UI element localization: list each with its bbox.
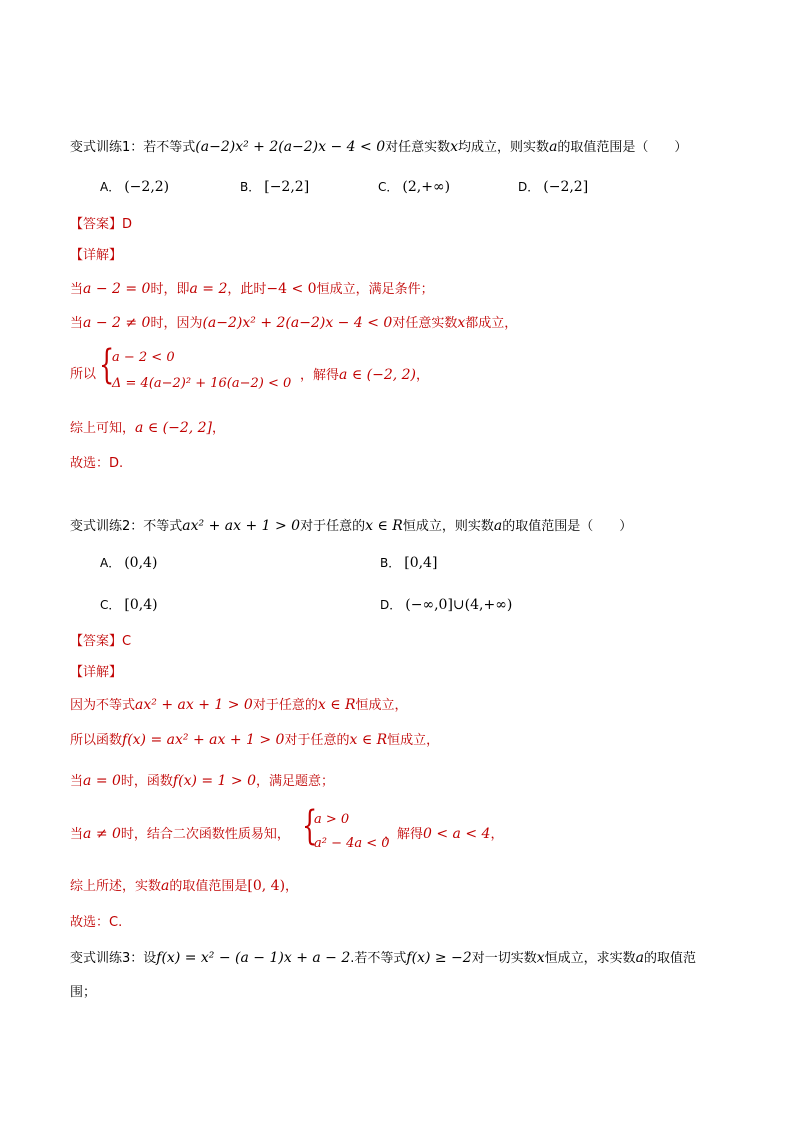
q1-var-a: a: [549, 139, 558, 155]
q2-system-row-1: a > 0: [314, 812, 350, 827]
q3-var-a: a: [635, 950, 644, 966]
option-label: A．: [100, 556, 121, 570]
q2-suffix: 的取值范围是（ ）: [502, 519, 633, 534]
q3-mid3: 恒成立，求实数: [544, 951, 636, 966]
q2-option-d[interactable]: [380, 596, 512, 613]
math: a ≠ 0: [83, 826, 121, 842]
q1-option-a[interactable]: [100, 178, 169, 195]
q2-solution-line-6: 故选：C.: [70, 915, 123, 930]
option-value: [0,4): [124, 597, 158, 613]
q1-mid2: 均成立，则实数: [458, 140, 550, 155]
option-label: C．: [378, 180, 399, 194]
text: 时，函数: [120, 774, 173, 789]
q3-prefix: 变式训练3：设: [70, 951, 157, 966]
q2-option-b[interactable]: [380, 554, 437, 571]
q1-prefix: 变式训练1：若不等式: [70, 140, 196, 155]
text: ，: [212, 421, 226, 436]
left-brace-icon: {: [302, 803, 318, 849]
q2-solution-line-2: [70, 730, 439, 751]
q2-mid2: 恒成立，则实数: [402, 519, 494, 534]
option-value: (2,+∞): [402, 179, 451, 195]
q1-var-x: x: [450, 139, 459, 155]
text: 当: [70, 774, 84, 789]
text: ，满足题意；: [256, 774, 335, 789]
q2-solution-line-3: [70, 771, 334, 792]
math: −4 < 0: [266, 281, 317, 297]
q2-var-a: a: [493, 518, 503, 534]
q2-solution-line-1: [70, 695, 408, 716]
answer-tag: 【答案】: [70, 217, 123, 232]
text: 时，因为: [150, 316, 203, 331]
q2-option-a[interactable]: [100, 554, 157, 571]
q1-option-b[interactable]: [240, 178, 309, 195]
q2-solution-line-5: [70, 876, 298, 897]
math: (a−2)x² + 2(a−2)x − 4 < 0: [202, 315, 393, 331]
option-value: [−2,2]: [264, 179, 310, 195]
text: 的取值范围是: [169, 879, 248, 894]
q1-mid: 对任意实数: [385, 140, 451, 155]
q2-detail-tag: 【详解】: [70, 665, 123, 680]
text: 当: [70, 827, 84, 842]
math: x: [457, 315, 466, 331]
text: ，: [490, 827, 504, 842]
text: ，: [416, 368, 430, 383]
q2-prefix: 变式训练2：不等式: [70, 519, 183, 534]
text: 当: [70, 282, 84, 297]
text: ，此时: [227, 282, 267, 297]
q1-solution-line-2: [70, 313, 517, 334]
math: [0, 4): [247, 878, 286, 894]
math: a ∈ (−2, 2): [339, 367, 416, 383]
math: x ∈ R: [317, 697, 356, 713]
text: 对任意实数: [392, 316, 458, 331]
left-brace-icon: {: [99, 342, 115, 388]
q1-solution-line-5: 故选：D.: [70, 456, 124, 471]
q1-answer: [70, 215, 132, 235]
text: 时，即: [150, 282, 190, 297]
q1-solution-line-1: [70, 279, 434, 300]
text: 综上可知，: [70, 421, 136, 436]
math: a = 2: [189, 281, 228, 297]
text: ，解得: [384, 827, 424, 842]
math: a ∈ (−2, 2]: [135, 420, 212, 436]
q2-stem: [70, 516, 632, 537]
option-value: (0,4): [124, 555, 158, 571]
math: f(x) = ax² + ax + 1 > 0: [122, 732, 285, 748]
q2-answer: [70, 632, 131, 652]
q1-system-row-2: Δ = 4(a−2)² + 16(a−2) < 0: [112, 376, 292, 391]
q2-domain: x ∈ R: [365, 518, 403, 534]
option-value: (−2,2]: [543, 179, 589, 195]
option-value: (−∞,0]∪(4,+∞): [405, 597, 513, 613]
q2-inequality: ax² + ax + 1 > 0: [182, 518, 301, 534]
text: 综上所述，实数: [70, 879, 162, 894]
q3-function: f(x) = x² − (a − 1)x + a − 2: [156, 950, 351, 966]
text: ，解得: [300, 368, 340, 383]
option-label: A．: [100, 180, 121, 194]
math: a − 2 ≠ 0: [83, 315, 151, 331]
option-label: D．: [380, 598, 402, 612]
math: a = 0: [83, 773, 121, 789]
text: 恒成立，: [355, 698, 408, 713]
text: 当: [70, 316, 84, 331]
math: 0 < a < 4: [423, 826, 491, 842]
q1-inequality: (a−2)x² + 2(a−2)x − 4 < 0: [195, 139, 386, 155]
math: a: [161, 878, 170, 894]
text: 对于任意的: [252, 698, 318, 713]
text: 恒成立，满足条件；: [316, 282, 434, 297]
q1-solution-line-3-tail: [300, 365, 429, 386]
q3-inequality: f(x) ≥ −2: [406, 950, 472, 966]
option-label: D．: [518, 180, 540, 194]
q1-stem: [70, 137, 687, 158]
q2-system-row-2: a² − 4a < 0: [314, 836, 390, 851]
text: ，: [285, 879, 299, 894]
text: 对于任意的: [284, 733, 350, 748]
answer-tag: 【答案】: [70, 634, 123, 649]
option-value: (−2,2): [124, 179, 170, 195]
answer-value: C: [122, 634, 132, 649]
q1-suffix: 的取值范围是（ ）: [557, 140, 688, 155]
math: a − 2 = 0: [83, 281, 151, 297]
q1-solution-line-4: [70, 418, 225, 439]
q1-solution-line-3-label: 所以: [70, 367, 97, 382]
q3-mid: .若不等式: [350, 951, 407, 966]
q3-mid2: 对一切实数: [471, 951, 537, 966]
q1-option-d[interactable]: [518, 178, 588, 195]
q3-suffix: 的取值范: [644, 951, 697, 966]
answer-value: D: [122, 217, 133, 232]
option-label: B．: [380, 556, 401, 570]
text: 所以函数: [70, 733, 123, 748]
option-label: B．: [240, 180, 261, 194]
text: 恒成立，: [387, 733, 440, 748]
option-value: [0,4]: [404, 555, 438, 571]
option-label: C．: [100, 598, 121, 612]
q1-detail-tag: 【详解】: [70, 248, 123, 263]
math: x ∈ R: [349, 732, 388, 748]
q2-solution-line-4-head: [70, 824, 290, 845]
q3-stem: [70, 948, 696, 969]
q3-var-x: x: [536, 950, 545, 966]
q2-solution-line-4-tail: [384, 824, 503, 845]
text: 时，结合二次函数性质易知，: [120, 827, 290, 842]
q2-option-c[interactable]: [100, 596, 158, 613]
text: 都成立，: [465, 316, 518, 331]
text: 因为不等式: [70, 698, 136, 713]
q3-stem-line-2: 围；: [70, 985, 97, 1000]
q1-system-row-1: a − 2 < 0: [112, 350, 175, 365]
math: f(x) = 1 > 0: [172, 773, 256, 789]
math: ax² + ax + 1 > 0: [135, 697, 253, 713]
q2-mid: 对于任意的: [300, 519, 366, 534]
q1-option-c[interactable]: [378, 178, 450, 195]
